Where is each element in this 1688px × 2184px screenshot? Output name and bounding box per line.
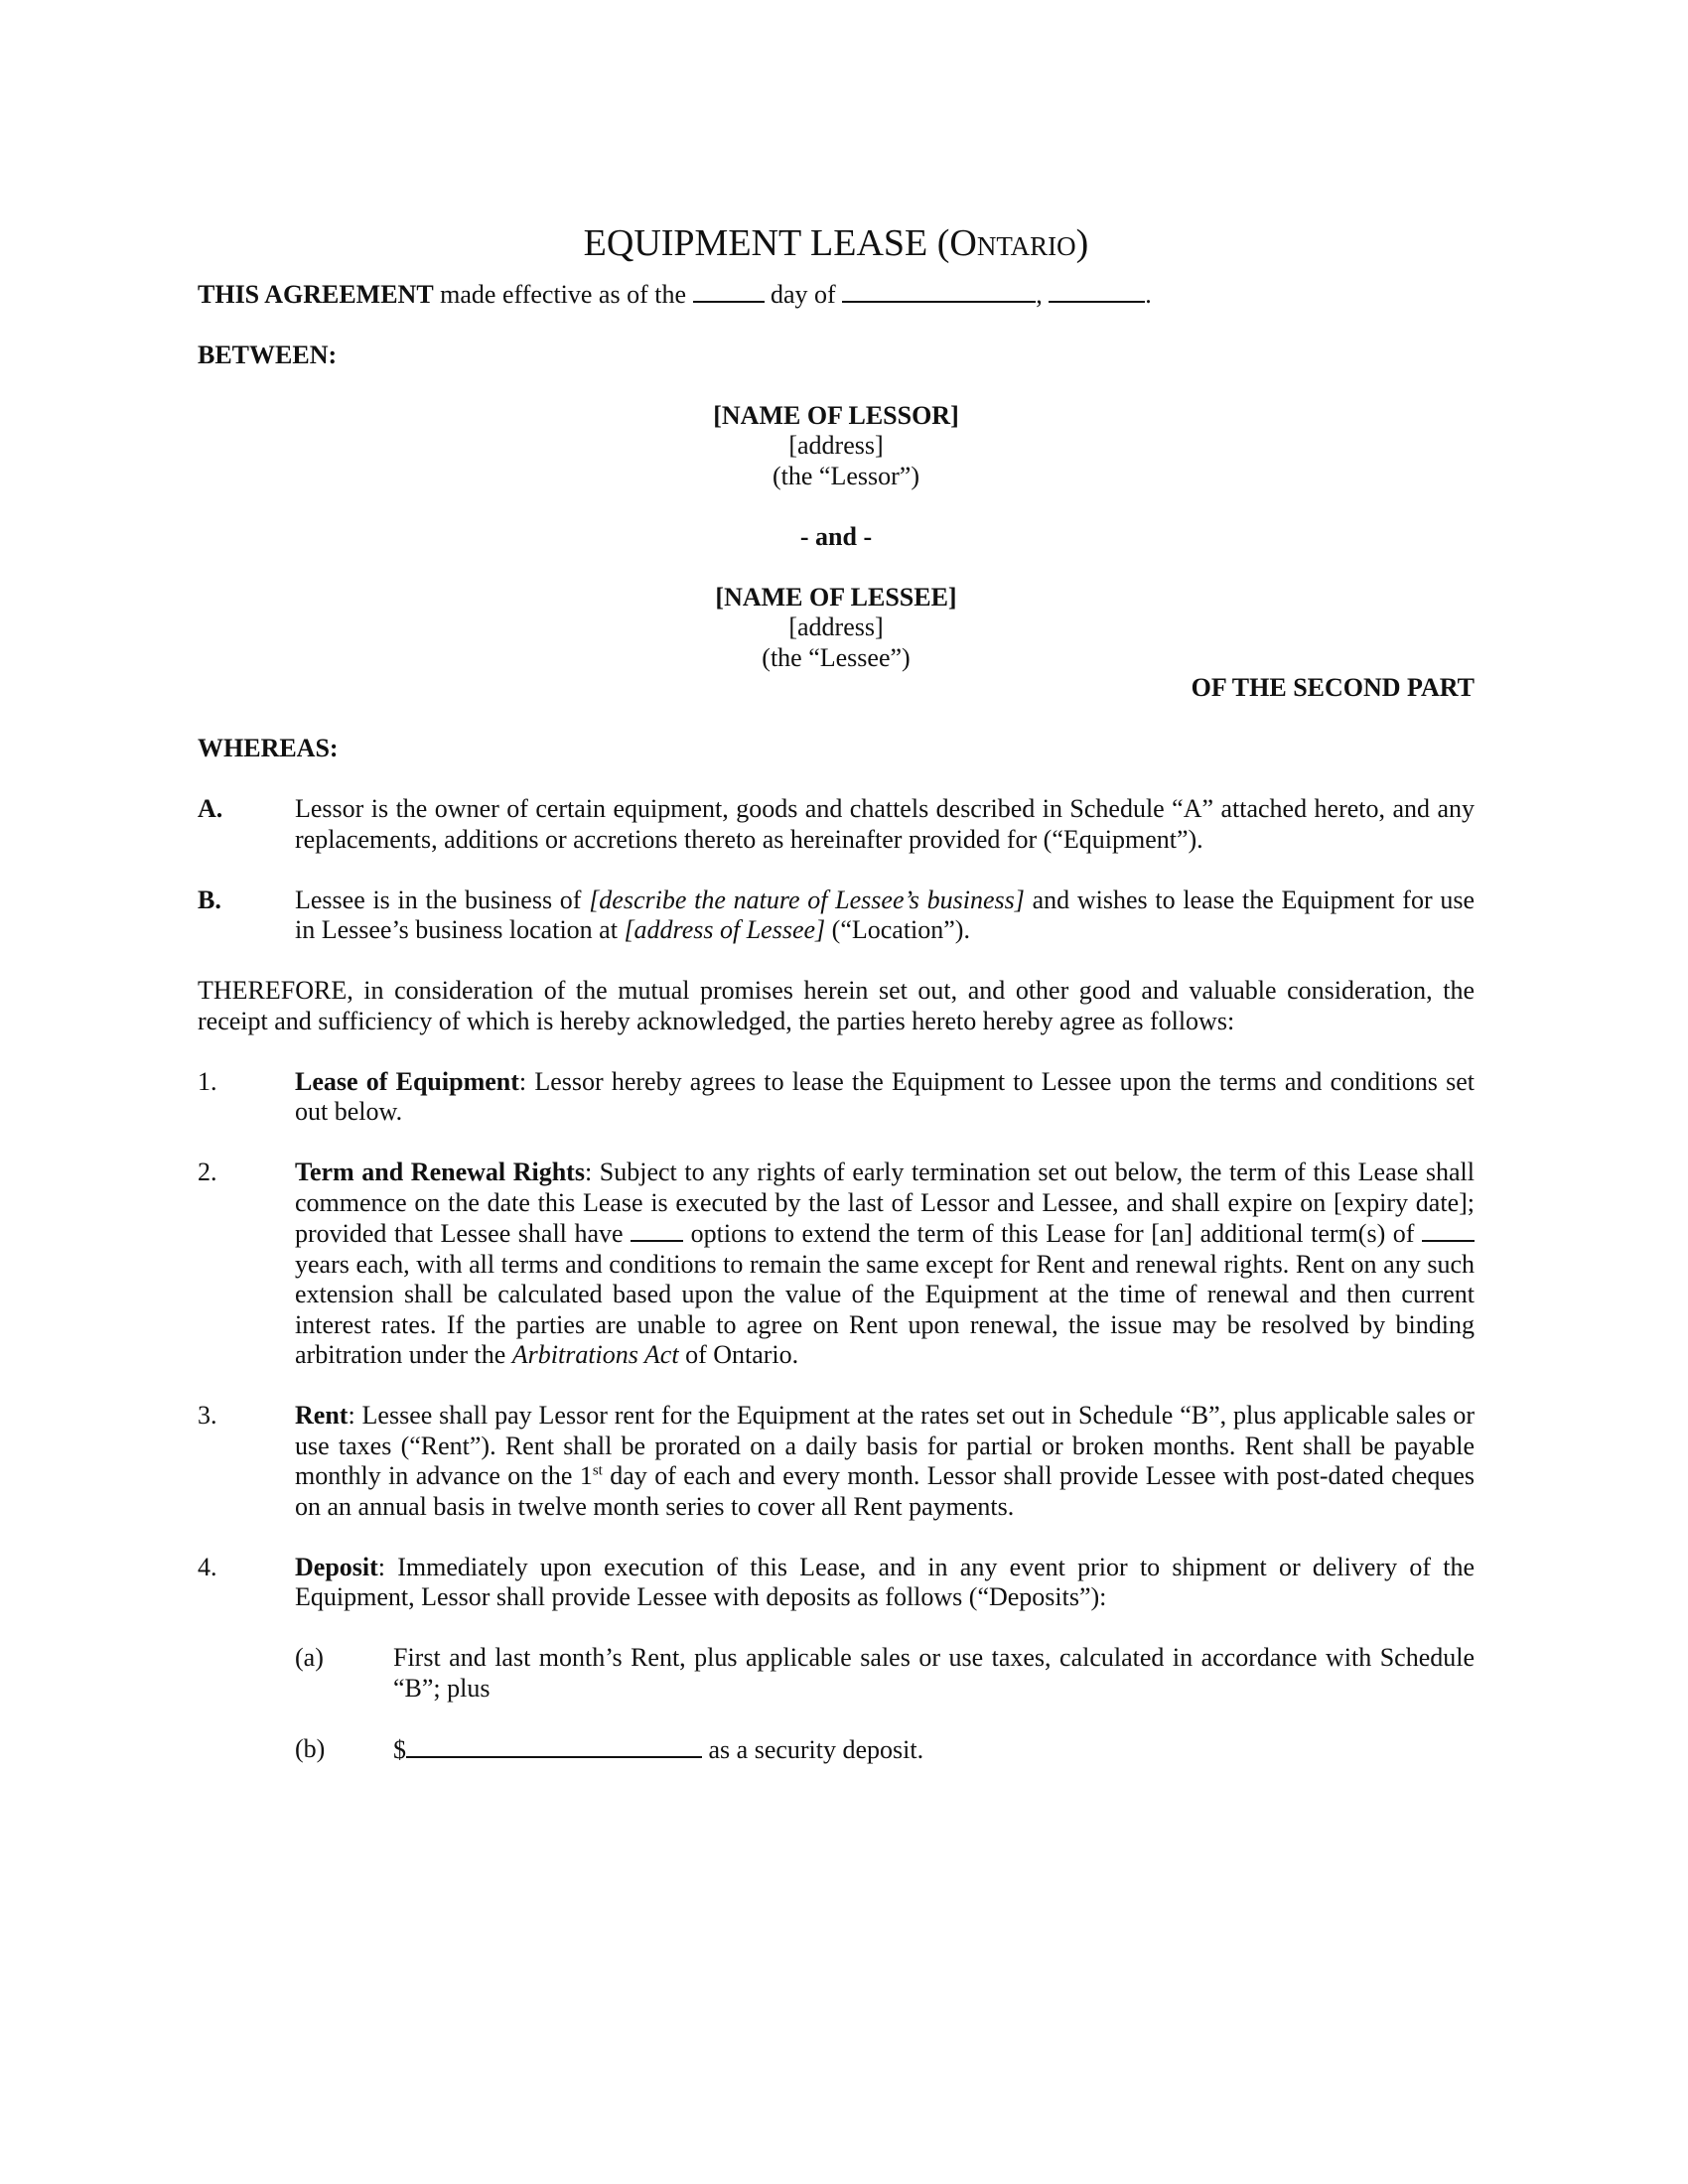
text: : Subject to any rights of early termination set out below, the term of this Lease shall commence on the date this Lease is executed by the last of Lessor and Lessee, and shall expire on [expiry date]; provided that Lessee shall have xyxy=(295,1158,1475,1248)
options-blank[interactable] xyxy=(631,1218,683,1242)
day-blank[interactable] xyxy=(693,279,765,303)
text: (“Location”). xyxy=(825,915,970,944)
subclause-a xyxy=(198,1643,1475,1704)
intro-bold: THIS AGREEMENT xyxy=(198,280,434,309)
act-name: Arbitrations Act xyxy=(511,1340,679,1369)
lessee-name: [NAME OF LESSEE] xyxy=(715,582,957,612)
title-region: (Ontario) xyxy=(936,222,1089,264)
lessor-name: [NAME OF LESSOR] xyxy=(713,400,959,430)
recital-text xyxy=(295,886,1475,946)
title-main: EQUIPMENT LEASE xyxy=(583,222,937,264)
recital-text: Lessor is the owner of certain equipment, goods and chattels described in Schedule “A” attached hereto, and any replacements, additions or accretions thereto as hereinafter provided for (“Equipment”). xyxy=(295,794,1475,854)
placeholder-address: [address of Lessee] xyxy=(624,915,826,944)
recital-number: A. xyxy=(198,794,223,823)
intro-line xyxy=(198,279,1475,311)
subclause-number: (a) xyxy=(295,1643,324,1672)
clause-text xyxy=(295,1067,1475,1128)
text: as a security deposit. xyxy=(702,1734,924,1764)
clause-number: 4. xyxy=(198,1552,217,1581)
clause-4 xyxy=(198,1553,1475,1613)
and-separator: - and - xyxy=(799,521,873,551)
text: : Immediately upon execution of this Lease, and in any event prior to shipment or delivery of the Equipment, Lessor shall provide Lessee with deposits as follows (“Deposits”): xyxy=(295,1552,1475,1611)
text: day of each and every month. Lessor shall provide Lessee with post-dated cheques on an annual basis in twelve month series to cover all Rent payments. xyxy=(295,1461,1475,1521)
subclause-b xyxy=(198,1734,1475,1766)
clause-heading: Rent xyxy=(295,1401,349,1430)
clause-text xyxy=(295,1158,1475,1371)
clause-3 xyxy=(198,1401,1475,1522)
clause-1 xyxy=(198,1067,1475,1128)
intro-comma: , xyxy=(1036,280,1050,309)
text: and wishes to lease the Equipment for use in Lessee’s business location at xyxy=(295,885,1476,944)
clause-number: 2. xyxy=(198,1158,217,1186)
years-blank[interactable] xyxy=(1422,1218,1475,1242)
subclause-number: (b) xyxy=(295,1733,326,1763)
document-title xyxy=(198,220,1475,266)
dollar-sign: $ xyxy=(393,1734,406,1764)
lessee-block xyxy=(198,583,1475,674)
subclause-text: First and last month’s Rent, plus applicable sales or use taxes, calculated in accordance with Schedule “B”; plus xyxy=(393,1643,1475,1703)
document-page xyxy=(198,220,1475,1796)
whereas-heading: WHEREAS: xyxy=(198,734,339,762)
year-blank[interactable] xyxy=(1049,279,1145,303)
between-heading: BETWEEN: xyxy=(198,341,338,369)
text: of Ontario. xyxy=(678,1340,799,1369)
clause-2 xyxy=(198,1158,1475,1371)
clause-heading: Lease of Equipment xyxy=(295,1066,519,1096)
intro-text: made effective as of the xyxy=(433,280,693,309)
clause-number: 3. xyxy=(198,1401,217,1430)
month-blank[interactable] xyxy=(842,279,1036,303)
lessor-address: [address] xyxy=(788,431,884,460)
text: : Lessee shall pay Lessor rent for the Equipment at the rates set out in Schedule “B”, plus applicable sales or use taxes (“Rent”). Rent shall be prorated on a daily basis for partial or broken months. Rent shall be payable monthly in advance on the 1 xyxy=(295,1401,1475,1490)
clause-heading: Deposit xyxy=(295,1552,378,1581)
clause-number: 1. xyxy=(198,1066,217,1096)
recital-b xyxy=(198,886,1475,946)
text: years each, with all terms and conditions to remain the same except for Rent and renewal rights. Rent on any such extension shall be calculated based upon the value of the Equipment at the time of renewal and then current interest rates. If the parties are unable to agree on Rent upon renewal, the issue may be resolved by binding arbitration under the xyxy=(295,1249,1475,1369)
lessee-address: [address] xyxy=(788,613,884,641)
intro-end: . xyxy=(1145,280,1152,309)
text: : Lessor hereby agrees to lease the Equipment to Lessee upon the terms and conditions set out below. xyxy=(295,1066,1475,1126)
clause-text xyxy=(295,1401,1475,1522)
clause-heading: Term and Renewal Rights xyxy=(295,1158,585,1186)
lessee-label: (the “Lessee”) xyxy=(762,642,911,672)
therefore-paragraph: THEREFORE, in consideration of the mutual promises herein set out, and other good and valuable consideration, the receipt and sufficiency of which is hereby acknowledged, the parties hereto hereby agree as follows: xyxy=(198,976,1475,1035)
text: options to extend the term of this Lease for [an] additional term(s) of xyxy=(683,1219,1422,1248)
lessor-block xyxy=(198,401,1475,492)
placeholder-business: [describe the nature of Lessee’s business] xyxy=(589,885,1025,914)
subclause-text xyxy=(393,1734,1475,1766)
lessor-label: (the “Lessor”) xyxy=(773,461,919,490)
intro-text-2: day of xyxy=(764,280,843,309)
security-deposit-blank[interactable] xyxy=(406,1734,702,1758)
second-part-label: OF THE SECOND PART xyxy=(1191,673,1475,702)
text: Lessee is in the business of xyxy=(295,885,590,914)
ordinal-suffix: st xyxy=(592,1462,603,1479)
recital-a xyxy=(198,794,1475,855)
clause-text xyxy=(295,1553,1475,1613)
recital-number: B. xyxy=(198,885,221,914)
